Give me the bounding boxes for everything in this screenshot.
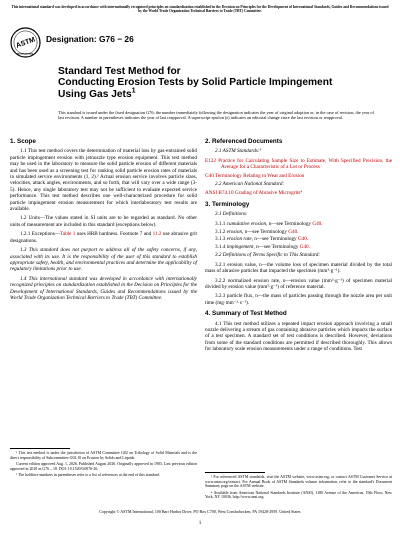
para-1-1: 1.1 This test method covers the determination of material loss by gas-entrained solid particle impingement erosion with jetnozzle type erosion equipment. This test method may be used in the laboratory to measure the solid particle erosion of different materials and has been used as a screening test for ranking solid particle erosion rates of materials in simulated service environments (1, 2).² Actual erosion service involves particle sizes, velocities, attack angles, environments, and so forth, that will vary over a wide range (3-5). Hence, any single laboratory test may not be sufficient to evaluate expected service performance. This test method describes one well-characterized procedure for solid particle impingement erosion measurement for which interlaboratory test results are available.	[10, 148, 197, 213]
para-1-2: 1.2 Units—The values stated in SI units are to be regarded as standard. No other units of measurement are included in this standard (exceptions below).	[10, 215, 197, 228]
title-line-3: Using Gas Jets$^1$	[58, 86, 136, 100]
para-2-1: 2.1 ASTM Standards:³	[215, 148, 262, 155]
link-11-2[interactable]: 11.2	[152, 231, 162, 238]
link-g40[interactable]: G40	[299, 244, 309, 251]
definition-item: 3.1.4 impingement, n—see Terminology G40.	[215, 244, 310, 251]
para-3-2-3: 3.2.3 particle flux, n—the mass of particles passing through the nozzle area per unit time (mg·mm⁻²·s⁻¹).	[205, 293, 392, 306]
footnote-1b: Current edition approved Aug. 1, 2026. Published August 2026. Originally approved in 1983. Last previous edition approved in 2018 as G76 – 18. DOI: 10.1520/G0076-26.	[10, 461, 197, 471]
para-4-1: 4.1 This test method utilizes a repeated impact erosion approach involving a small nozzle delivering a stream of gas containing abrasive particles which impacts the surface of a test specimen. A standard set of test conditions is described. However, deviations from some of the standard conditions are permitted if described thoroughly. This allows for laboratory scale erosion measurements under a range of conditions. Test	[205, 320, 392, 353]
section-terminology-heading: 3. Terminology	[205, 200, 250, 208]
definition-item: 3.1.3 erosion rate, n—see Terminology G40.	[215, 236, 309, 243]
issuance-statement: This standard is issued under the fixed designation G76; the number immediately following the designation indicates the year of original adoption or, in the case of revision, the year of last revision. A number in parentheses indicates the year of last reapproval. A superscript epsilon (ε) indicates an editorial change since the last revision or reapproval.	[58, 110, 374, 121]
para-3-2-2: 3.2.2 normalized erosion rate, n—erosion value (mm³·g⁻¹) of specimen material divided by erosion value (mm³·g⁻¹) of reference material.	[205, 277, 392, 290]
para-2-2: 2.2 American National Standard:	[215, 181, 285, 188]
title-footnote-mark: 1	[131, 86, 136, 95]
page-number: 1	[198, 520, 202, 526]
reference-g40: G40 Terminology Relating to Wear and Erosion	[205, 172, 305, 179]
title-line-1: Standard Test Method for	[58, 66, 181, 77]
svg-text:INTERNATIONAL: INTERNATIONAL	[17, 53, 34, 56]
document-title	[58, 66, 378, 100]
footnotes-left	[10, 451, 197, 479]
title-line-2: Conducting Erosion Tests by Solid Particle Impingement	[58, 77, 333, 89]
footnote-2: ² The boldface numbers in parentheses refer to a list of references at the end of this standard.	[16, 472, 160, 477]
link-g40[interactable]: G40	[312, 220, 322, 227]
link-g40[interactable]: G40	[288, 228, 298, 235]
link-g40[interactable]: G40	[205, 172, 214, 179]
notice-text: This international standard was developed in accordance with internationally recognized principles on standardization established in the Decision on Principles for the Development of International Standards, Guides and Recommendations issued by the World Trade Organization Technical Barriers to Trade (TBT) Committee.	[11, 5, 389, 14]
reference-e122: E122 Practice for Calculating Sample Size to Estimate, With Specified Precision, the Average for a Characteristic of a Lot or Process	[205, 157, 392, 171]
para-3-2: 3.2 Definitions of Terms Specific to This Standard:	[215, 252, 321, 259]
link-e122[interactable]: E122	[205, 157, 216, 164]
footnote-3: ³ For referenced ASTM standards, visit the ASTM website, www.astm.org, or contact ASTM Customer Service at www.astm.org/contact. For Annual Book of ASTM Standards volume information, refer to the standard's Document Summary page on the ASTM website.	[205, 475, 392, 489]
section-summary-heading: 4. Summary of Test Method	[205, 310, 287, 318]
reference-ansi: ANSI B74.10 Grading of Abrasive Microgrits⁴	[205, 190, 303, 197]
link-g40[interactable]: G40	[297, 236, 307, 243]
para-3-2-1: 3.2.1 erosion value, n—the volume loss of specimen material divided by the total mass of abrasive particles that impacted the specimen (mm³·g⁻¹).	[205, 261, 392, 275]
para-3-1: 3.1 Definitions:	[215, 211, 248, 218]
link-table-1[interactable]: Table 1	[59, 231, 76, 238]
para-1-2-1: 1.2.1 Exceptions—Table 1 uses HRB hardness. Footnote 7 and 11.2 use abrasive grit designations.	[10, 231, 197, 244]
footnote-divider-left	[10, 448, 70, 449]
definition-item: 3.1.2 erosion, n—see Terminology G40.	[215, 228, 299, 235]
right-column	[205, 139, 392, 356]
para-1-3: 1.3 This standard does not purport to address all of the safety concerns, if any, associated with its use. It is the responsibility of the user of this standard to establish appropriate safety, health, and environmental practices and determine the applicability of regulatory limitations prior to use.	[10, 247, 197, 273]
definition-item: 3.1.1 cumulative erosion, n—see Terminology G40.	[215, 220, 323, 227]
footnote-1: ¹ This test method is under the jurisdiction of ASTM Committee G02 on Tribology of Solid Materials and is the direct responsibility of Subcommittee G02.10 on Erosion by Solids and Liquids.	[10, 451, 197, 460]
left-column	[10, 139, 197, 304]
para-1-4: 1.4 This international standard was developed in accordance with internationally recognized principles on standardization established in the Decision on Principles for the Development of International Standards, Guides and Recommendations issued by the World Trade Organization Technical Barriers to Trade (TBT) Committee.	[10, 275, 197, 301]
footnotes-right	[205, 475, 392, 502]
footnote-divider-right	[205, 472, 265, 473]
section-scope-heading: 1. Scope	[10, 138, 36, 145]
footnote-4: ⁴ Available from American National Standards Institute (ANSI), 1180 Avenue of the Americas, 19th Floor, New York, NY 10036, http://www.ansi.org.	[205, 490, 392, 500]
section-referenced-docs-heading: 2. Referenced Documents	[205, 138, 283, 145]
copyright-footer: Copyright © ASTM International, 100 Barr Harbor Drive, PO Box C700, West Conshohocken, PA 19428-2959. United States	[99, 509, 301, 514]
svg-text:ASTM: ASTM	[15, 36, 37, 50]
astm-logo-icon	[10, 27, 41, 58]
link-ansi[interactable]: ANSI B74.10	[205, 190, 234, 197]
designation: Designation: G76 − 26	[46, 34, 134, 44]
